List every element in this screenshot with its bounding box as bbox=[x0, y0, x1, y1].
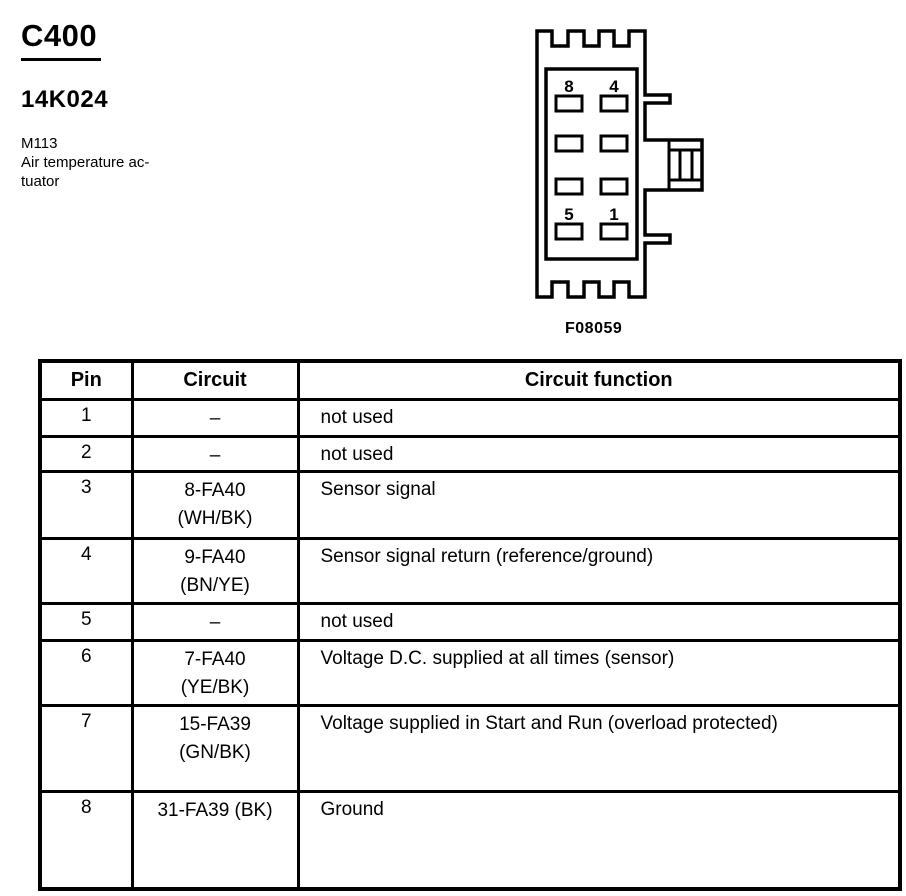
pin-cell: 7 bbox=[40, 705, 132, 791]
table-row bbox=[40, 436, 900, 471]
circuit-cell bbox=[132, 603, 298, 640]
function-cell: Sensor signal bbox=[298, 471, 900, 538]
table-header-row bbox=[40, 361, 900, 399]
circuit-cell bbox=[132, 705, 298, 791]
doc-header bbox=[21, 20, 149, 191]
table-row bbox=[40, 471, 900, 538]
pin-cell: 4 bbox=[40, 538, 132, 603]
function-cell: Sensor signal return (reference/ground) bbox=[298, 538, 900, 603]
function-cell: not used bbox=[298, 399, 900, 436]
function-cell: Voltage D.C. supplied at all times (sensor) bbox=[298, 640, 900, 705]
pin-cell: 2 bbox=[40, 436, 132, 471]
circuit-cell bbox=[132, 399, 298, 436]
pin-cell: 6 bbox=[40, 640, 132, 705]
pin-slot-4 bbox=[601, 96, 627, 111]
function-cell: not used bbox=[298, 603, 900, 640]
part-number: 14K024 bbox=[21, 86, 109, 113]
circuit-line1: – bbox=[209, 444, 221, 466]
circuit-line1: – bbox=[209, 407, 221, 429]
circuit-cell bbox=[132, 538, 298, 603]
connector-figure bbox=[500, 0, 906, 345]
circuit-line1: 31-FA39 (BK) bbox=[157, 799, 273, 821]
circuit-cell bbox=[132, 471, 298, 538]
pin-label-4: 4 bbox=[609, 77, 619, 96]
pin-cell: 8 bbox=[40, 791, 132, 889]
pinout-table bbox=[38, 359, 902, 891]
connector-outer-body bbox=[537, 31, 702, 297]
circuit-line1: 15-FA39 bbox=[179, 713, 251, 735]
pin-slot-8 bbox=[556, 96, 582, 111]
connector-id-title: C400 bbox=[21, 20, 101, 61]
function-cell: Ground bbox=[298, 791, 900, 889]
circuit-line2: (GN/BK) bbox=[179, 741, 251, 763]
table-row bbox=[40, 603, 900, 640]
pin-label-8: 8 bbox=[564, 77, 574, 96]
circuit-line1: 7-FA40 bbox=[184, 648, 246, 670]
table-row bbox=[40, 640, 900, 705]
pin-label-1: 1 bbox=[609, 205, 619, 224]
pin-cell: 3 bbox=[40, 471, 132, 538]
pin-slot-6 bbox=[556, 179, 582, 194]
pin-cell: 5 bbox=[40, 603, 132, 640]
table-row bbox=[40, 399, 900, 436]
table-row bbox=[40, 791, 900, 889]
column-header-function: Circuit function bbox=[298, 361, 900, 399]
circuit-cell bbox=[132, 436, 298, 471]
pin-label-5: 5 bbox=[564, 205, 574, 224]
column-header-pin: Pin bbox=[40, 361, 132, 399]
function-cell: Voltage supplied in Start and Run (overload protected) bbox=[298, 705, 900, 791]
circuit-line2: (WH/BK) bbox=[177, 507, 253, 529]
figure-label: F08059 bbox=[565, 320, 623, 337]
component-desc-line2: tuator bbox=[21, 173, 60, 190]
table-row bbox=[40, 705, 900, 791]
circuit-line1: 8-FA40 bbox=[184, 479, 246, 501]
circuit-line2: (BN/YE) bbox=[180, 574, 250, 596]
circuit-cell bbox=[132, 791, 298, 889]
pin-slot-7 bbox=[556, 136, 582, 151]
connector-face-drawing bbox=[500, 0, 906, 345]
pin-slot-2 bbox=[601, 179, 627, 194]
function-cell: not used bbox=[298, 436, 900, 471]
pin-slot-5 bbox=[556, 224, 582, 239]
circuit-line1: 9-FA40 bbox=[184, 546, 246, 568]
table-row bbox=[40, 538, 900, 603]
connector-latch bbox=[669, 140, 702, 190]
pin-slot-1 bbox=[601, 224, 627, 239]
circuit-line1: – bbox=[209, 611, 221, 633]
pin-slot-3 bbox=[601, 136, 627, 151]
component-code: M113 bbox=[21, 135, 58, 152]
circuit-line2: (YE/BK) bbox=[180, 676, 250, 698]
column-header-circuit: Circuit bbox=[132, 361, 298, 399]
circuit-cell bbox=[132, 640, 298, 705]
component-desc-line1: Air temperature ac- bbox=[21, 154, 150, 171]
component-description bbox=[21, 134, 149, 191]
pin-cell: 1 bbox=[40, 399, 132, 436]
